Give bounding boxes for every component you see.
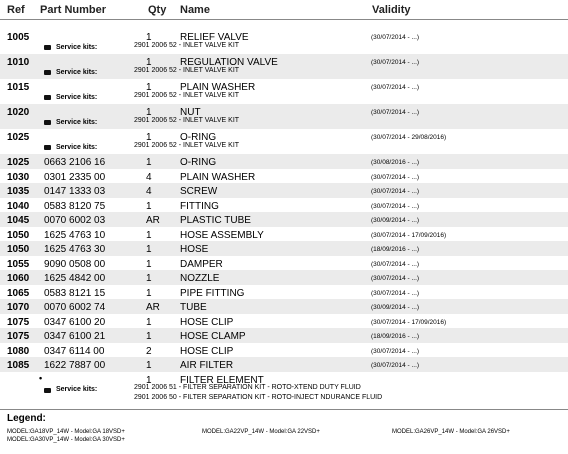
part-number-cell: 0663 2106 16 bbox=[44, 157, 106, 168]
table-row bbox=[0, 314, 568, 329]
validity-cell: (30/07/2014 - ...) bbox=[371, 34, 420, 41]
name-cell: HOSE bbox=[180, 244, 209, 255]
table-row bbox=[0, 328, 568, 343]
table-row bbox=[0, 29, 568, 54]
ref-cell: 1045 bbox=[7, 215, 30, 226]
part-number-cell: 0347 6114 00 bbox=[44, 345, 105, 357]
table-row bbox=[0, 212, 568, 227]
validity-cell: (30/09/2014 - ...) bbox=[371, 304, 420, 311]
name-cell: PLASTIC TUBE bbox=[180, 215, 251, 226]
qty-cell: 1 bbox=[146, 32, 152, 43]
part-number-cell: 1622 7887 00 bbox=[44, 360, 106, 371]
ref-cell: 1005 bbox=[7, 32, 30, 43]
service-kits-label: Service kits: bbox=[56, 43, 98, 51]
name-cell: HOSE CLIP bbox=[180, 345, 234, 357]
table-row bbox=[0, 241, 568, 256]
table-row bbox=[0, 154, 568, 169]
validity-cell: (30/07/2014 - ...) bbox=[371, 173, 420, 181]
name-cell: PIPE FITTING bbox=[180, 287, 245, 299]
service-kit-icon bbox=[44, 45, 51, 50]
name-cell: FILTER ELEMENT bbox=[180, 374, 264, 386]
part-number-cell: 0301 2335 00 bbox=[44, 171, 106, 183]
name-cell: DAMPER bbox=[180, 258, 223, 270]
part-number-cell: 9090 0508 00 bbox=[44, 258, 106, 270]
table-row bbox=[0, 256, 568, 271]
qty-cell: 1 bbox=[146, 287, 152, 299]
ref-cell: 1065 bbox=[7, 287, 30, 299]
service-kits-label: Service kits: bbox=[56, 93, 98, 101]
name-cell: SCREW bbox=[180, 186, 218, 197]
qty-cell: 1 bbox=[146, 374, 152, 386]
qty-cell: AR bbox=[146, 302, 160, 313]
service-kits-label: Service kits: bbox=[56, 386, 98, 393]
table-row bbox=[0, 79, 568, 104]
validity-cell: (30/09/2014 - ...) bbox=[371, 217, 420, 224]
ref-cell: 1015 bbox=[7, 82, 30, 93]
legend-item: MODEL:GA30VP_14W - Model:GA 30VSD+ bbox=[7, 437, 125, 443]
table-row bbox=[0, 285, 568, 300]
part-number-cell: 0583 8120 75 bbox=[44, 200, 106, 212]
validity-cell: (30/07/2014 - ...) bbox=[371, 347, 420, 355]
ref-cell: 1060 bbox=[7, 273, 30, 284]
validity-cell: (30/07/2014 - ...) bbox=[371, 260, 420, 268]
ref-cell: 1035 bbox=[7, 186, 30, 197]
table-header bbox=[0, 0, 568, 19]
ref-cell: 1075 bbox=[7, 331, 30, 342]
ref-cell: 1080 bbox=[7, 345, 30, 357]
legend-item: MODEL:GA26VP_14W - Model:GA 26VSD+ bbox=[392, 429, 510, 435]
qty-cell: 4 bbox=[146, 171, 152, 183]
ref-cell: 1040 bbox=[7, 200, 30, 212]
qty-cell: 1 bbox=[146, 229, 152, 241]
legend-item: MODEL:GA22VP_14W - Model:GA 22VSD+ bbox=[202, 429, 320, 435]
name-cell: FITTING bbox=[180, 200, 219, 212]
table-row bbox=[0, 54, 568, 79]
ref-cell: 1055 bbox=[7, 258, 30, 270]
table-row bbox=[0, 129, 568, 154]
legend-title: Legend: bbox=[7, 413, 46, 424]
qty-cell: 1 bbox=[146, 57, 152, 68]
table-row bbox=[0, 299, 568, 314]
service-kit-icon bbox=[44, 95, 51, 100]
qty-cell: 1 bbox=[146, 82, 152, 93]
part-number-cell: 0070 6002 03 bbox=[44, 215, 106, 226]
table-row bbox=[0, 227, 568, 242]
table-row bbox=[0, 357, 568, 372]
name-cell: HOSE CLAMP bbox=[180, 331, 246, 342]
ref-cell: 1020 bbox=[7, 107, 30, 118]
validity-cell: (30/07/2014 - 17/09/2016) bbox=[371, 231, 447, 239]
validity-column-header: Validity bbox=[372, 4, 411, 16]
validity-cell: (30/08/2016 - ...) bbox=[371, 159, 420, 166]
legend bbox=[0, 409, 568, 454]
service-kits-label: Service kits: bbox=[56, 143, 98, 151]
part-number-cell: 0070 6002 74 bbox=[44, 302, 106, 313]
qty-cell: AR bbox=[146, 215, 160, 226]
service-kit-text: 2901 2006 52 - INLET VALVE KIT bbox=[134, 141, 240, 149]
ref-cell: 1025 bbox=[7, 157, 30, 168]
name-cell: O-RING bbox=[180, 132, 217, 143]
name-cell: NOZZLE bbox=[180, 273, 220, 284]
service-kit-icon bbox=[44, 120, 51, 125]
ref-cell: 1050 bbox=[7, 229, 30, 241]
qty-column-header: Qty bbox=[148, 4, 167, 16]
ref-cell: 1050 bbox=[7, 244, 30, 255]
service-kit-text: 2901 2006 51 - FILTER SEPARATION KIT - ROTO-XTEND DUTY FLUID bbox=[134, 384, 361, 391]
ref-cell: 1075 bbox=[7, 316, 30, 328]
service-kit-icon bbox=[44, 70, 51, 75]
qty-cell: 1 bbox=[146, 316, 152, 328]
qty-cell: 4 bbox=[146, 186, 152, 197]
validity-cell: (30/07/2014 - ...) bbox=[371, 188, 420, 195]
service-kits-label: Service kits: bbox=[56, 68, 98, 76]
table-row bbox=[0, 372, 568, 408]
validity-cell: (30/07/2014 - ...) bbox=[371, 275, 420, 282]
service-kit-text: 2901 2006 52 - INLET VALVE KIT bbox=[134, 116, 240, 124]
validity-cell: (30/07/2014 - ...) bbox=[371, 109, 420, 116]
ref-column-header: Ref bbox=[7, 4, 25, 16]
service-kits-label: Service kits: bbox=[56, 118, 98, 126]
name-cell: AIR FILTER bbox=[180, 360, 234, 371]
qty-cell: 1 bbox=[146, 258, 152, 270]
name-column-header: Name bbox=[180, 4, 210, 16]
table-row bbox=[0, 343, 568, 358]
part-number-column-header: Part Number bbox=[40, 4, 107, 16]
table-row bbox=[0, 183, 568, 198]
qty-cell: 2 bbox=[146, 345, 152, 357]
name-cell: HOSE CLIP bbox=[180, 316, 234, 328]
ref-cell: 1010 bbox=[7, 57, 30, 68]
validity-cell: (18/09/2016 - ...) bbox=[371, 246, 420, 253]
validity-cell: (30/07/2014 - ...) bbox=[371, 84, 420, 91]
validity-cell: (30/07/2014 - ...) bbox=[371, 202, 420, 210]
part-number-cell: 0583 8121 15 bbox=[44, 287, 106, 299]
qty-cell: 1 bbox=[146, 132, 152, 143]
service-kit-text: 2901 2006 52 - INLET VALVE KIT bbox=[134, 66, 240, 74]
service-kit-icon bbox=[44, 145, 51, 150]
service-kit-text: 2901 2006 52 - INLET VALVE KIT bbox=[134, 41, 240, 49]
validity-cell: (18/09/2016 - ...) bbox=[371, 333, 420, 340]
name-cell: NUT bbox=[180, 107, 201, 118]
table-row bbox=[0, 169, 568, 184]
service-kit-text: 2901 2006 52 - INLET VALVE KIT bbox=[134, 91, 240, 99]
validity-cell: (30/07/2014 - 29/08/2016) bbox=[371, 134, 447, 141]
part-number-cell: 1625 4763 10 bbox=[44, 229, 106, 241]
validity-cell: (30/07/2014 - ...) bbox=[371, 59, 420, 66]
ref-cell: 1070 bbox=[7, 302, 30, 313]
name-cell: REGULATION VALVE bbox=[180, 57, 278, 68]
qty-cell: 1 bbox=[146, 107, 152, 118]
bullet-icon: • bbox=[39, 372, 43, 383]
name-cell: TUBE bbox=[180, 302, 207, 313]
service-kit-text: 2901 2006 50 - FILTER SEPARATION KIT - ROTO-INJECT NDURANCE FLUID bbox=[134, 394, 383, 401]
legend-item: MODEL:GA18VP_14W - Model:GA 18VSD+ bbox=[7, 429, 125, 435]
qty-cell: 1 bbox=[146, 200, 152, 212]
validity-cell: (30/07/2014 - ...) bbox=[371, 362, 420, 369]
validity-cell: (30/07/2014 - ...) bbox=[371, 289, 420, 297]
qty-cell: 1 bbox=[146, 273, 152, 284]
part-number-cell: 0347 6100 21 bbox=[44, 331, 106, 342]
header-divider bbox=[0, 19, 568, 20]
name-cell: PLAIN WASHER bbox=[180, 82, 256, 93]
part-number-cell: 1625 4842 00 bbox=[44, 273, 106, 284]
qty-cell: 1 bbox=[146, 360, 152, 371]
name-cell: RELIEF VALVE bbox=[180, 32, 249, 43]
ref-cell: 1030 bbox=[7, 171, 30, 183]
name-cell: O-RING bbox=[180, 157, 217, 168]
table-row bbox=[0, 104, 568, 129]
part-number-cell: 0147 1333 03 bbox=[44, 186, 106, 197]
qty-cell: 1 bbox=[146, 157, 152, 168]
ref-cell: 1025 bbox=[7, 132, 30, 143]
ref-cell: 1085 bbox=[7, 360, 30, 371]
name-cell: PLAIN WASHER bbox=[180, 171, 256, 183]
part-number-cell: 0347 6100 20 bbox=[44, 316, 106, 328]
validity-cell: (30/07/2014 - 17/09/2016) bbox=[371, 318, 447, 326]
table-row bbox=[0, 198, 568, 213]
qty-cell: 1 bbox=[146, 331, 152, 342]
part-number-cell: 1625 4763 30 bbox=[44, 244, 106, 255]
qty-cell: 1 bbox=[146, 244, 152, 255]
service-kit-icon bbox=[44, 388, 51, 393]
table-row bbox=[0, 270, 568, 285]
name-cell: HOSE ASSEMBLY bbox=[180, 229, 264, 241]
